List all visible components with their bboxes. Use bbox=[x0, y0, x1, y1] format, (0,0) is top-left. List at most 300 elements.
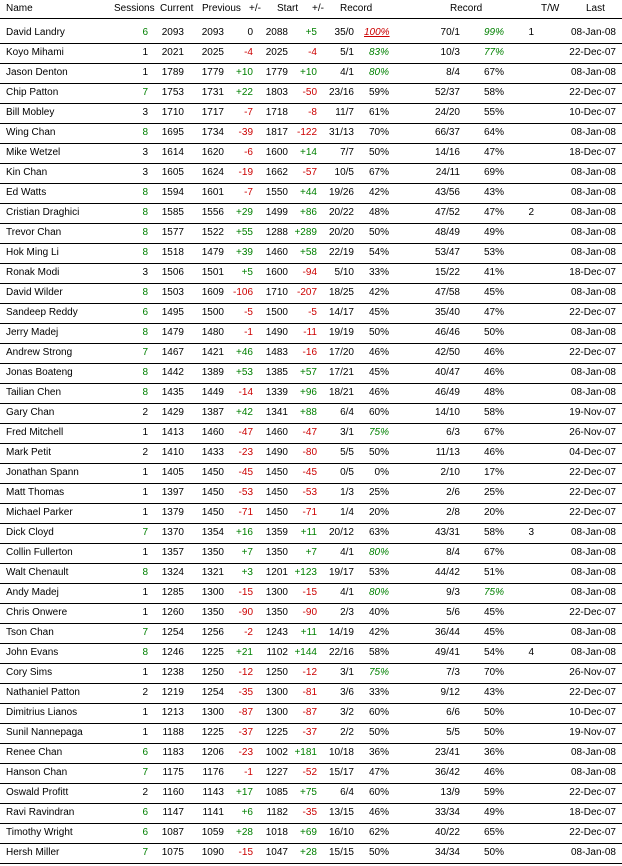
sessions-value: 6 bbox=[142, 307, 148, 318]
current-rating: 1506 bbox=[161, 267, 184, 278]
last-played-date: 19-Nov-07 bbox=[569, 727, 616, 738]
recent-win-pct: 50% bbox=[368, 227, 389, 238]
start-rating: 1225 bbox=[265, 727, 288, 738]
recent-win-pct: 40% bbox=[368, 607, 389, 618]
table-row bbox=[0, 543, 622, 564]
recent-record: 5/5 bbox=[340, 447, 354, 458]
recent-record: 3/2 bbox=[340, 707, 354, 718]
sessions-value: 1 bbox=[142, 427, 148, 438]
start-rating: 1385 bbox=[265, 367, 288, 378]
player-name: Wing Chan bbox=[6, 127, 56, 138]
player-name: Kin Chan bbox=[6, 167, 48, 178]
total-record: 8/4 bbox=[446, 547, 460, 558]
total-record: 43/31 bbox=[434, 527, 460, 538]
total-record: 24/11 bbox=[435, 167, 460, 178]
recent-record: 4/1 bbox=[340, 587, 354, 598]
change-from-previous: -53 bbox=[238, 487, 253, 498]
table-row bbox=[0, 503, 622, 524]
recent-record: 19/17 bbox=[328, 567, 354, 578]
start-rating: 2025 bbox=[265, 47, 288, 58]
change-from-start: -80 bbox=[302, 447, 317, 458]
total-win-pct: 77% bbox=[483, 47, 504, 58]
header-record-total: Record bbox=[450, 3, 483, 14]
change-from-start: -53 bbox=[302, 487, 317, 498]
player-name: Chris Onwere bbox=[6, 607, 68, 618]
total-win-pct: 75% bbox=[483, 587, 504, 598]
previous-rating: 1624 bbox=[201, 167, 224, 178]
last-played-date: 08-Jan-08 bbox=[570, 207, 616, 218]
player-name: Sunil Nannepaga bbox=[6, 727, 83, 738]
player-name: Chip Patton bbox=[6, 87, 59, 98]
last-played-date: 08-Jan-08 bbox=[570, 567, 616, 578]
recent-win-pct: 62% bbox=[368, 827, 389, 838]
recent-record: 14/19 bbox=[328, 627, 354, 638]
total-record: 14/16 bbox=[434, 147, 460, 158]
last-played-date: 08-Jan-08 bbox=[570, 367, 616, 378]
change-from-previous: -2 bbox=[244, 627, 253, 638]
previous-rating: 1501 bbox=[201, 267, 224, 278]
current-rating: 1246 bbox=[161, 647, 184, 658]
recent-win-pct: 50% bbox=[368, 447, 389, 458]
change-from-previous: +42 bbox=[236, 407, 253, 418]
recent-win-pct: 60% bbox=[368, 407, 389, 418]
recent-record: 6/4 bbox=[340, 407, 354, 418]
start-rating: 1350 bbox=[265, 607, 288, 618]
recent-record: 3/1 bbox=[340, 427, 354, 438]
total-win-pct: 70% bbox=[483, 667, 504, 678]
change-from-start: -122 bbox=[296, 127, 317, 138]
table-row bbox=[0, 483, 622, 504]
total-win-pct: 17% bbox=[483, 467, 504, 478]
player-name: Walt Chenault bbox=[6, 567, 69, 578]
change-from-previous: +53 bbox=[236, 367, 253, 378]
total-record: 53/47 bbox=[434, 247, 460, 258]
previous-rating: 1350 bbox=[201, 607, 224, 618]
total-win-pct: 47% bbox=[483, 307, 504, 318]
total-record: 40/22 bbox=[434, 827, 460, 838]
current-rating: 1397 bbox=[161, 487, 184, 498]
last-played-date: 22-Dec-07 bbox=[569, 787, 616, 798]
table-row bbox=[0, 163, 622, 184]
table-row bbox=[0, 383, 622, 404]
total-win-pct: 54% bbox=[483, 647, 504, 658]
recent-win-pct: 61% bbox=[368, 107, 389, 118]
change-from-start: +28 bbox=[300, 847, 317, 858]
start-rating: 1300 bbox=[265, 707, 288, 718]
player-name: Ravi Ravindran bbox=[6, 807, 75, 818]
sessions-value: 3 bbox=[142, 167, 148, 178]
table-row bbox=[0, 843, 622, 864]
sessions-value: 1 bbox=[142, 547, 148, 558]
sessions-value: 3 bbox=[142, 107, 148, 118]
previous-rating: 1620 bbox=[201, 147, 224, 158]
table-row bbox=[0, 603, 622, 624]
recent-win-pct: 53% bbox=[368, 567, 389, 578]
previous-rating: 1176 bbox=[202, 767, 224, 778]
change-from-start: +10 bbox=[300, 67, 317, 78]
current-rating: 1324 bbox=[161, 567, 184, 578]
current-rating: 1410 bbox=[161, 447, 184, 458]
change-from-start: +123 bbox=[294, 567, 317, 578]
total-record: 52/37 bbox=[434, 87, 460, 98]
current-rating: 1695 bbox=[161, 127, 184, 138]
total-record: 48/49 bbox=[434, 227, 460, 238]
last-played-date: 22-Dec-07 bbox=[569, 827, 616, 838]
current-rating: 1577 bbox=[161, 227, 184, 238]
sessions-value: 7 bbox=[142, 767, 148, 778]
recent-win-pct: 0% bbox=[374, 467, 389, 478]
current-rating: 1479 bbox=[161, 327, 184, 338]
total-win-pct: 49% bbox=[483, 807, 504, 818]
total-win-pct: 50% bbox=[483, 847, 504, 858]
start-rating: 1250 bbox=[265, 667, 288, 678]
previous-rating: 1421 bbox=[201, 347, 224, 358]
start-rating: 1803 bbox=[265, 87, 288, 98]
table-row bbox=[0, 623, 622, 644]
total-win-pct: 45% bbox=[483, 627, 504, 638]
sessions-value: 3 bbox=[142, 267, 148, 278]
change-from-start: -52 bbox=[302, 767, 317, 778]
total-record: 43/56 bbox=[434, 187, 460, 198]
total-win-pct: 99% bbox=[483, 27, 504, 38]
total-win-pct: 50% bbox=[483, 707, 504, 718]
table-row bbox=[0, 823, 622, 844]
table-row bbox=[0, 363, 622, 384]
player-name: Oswald Profitt bbox=[6, 787, 69, 798]
last-played-date: 18-Dec-07 bbox=[569, 147, 616, 158]
last-played-date: 08-Jan-08 bbox=[570, 167, 616, 178]
change-from-previous: -7 bbox=[244, 187, 253, 198]
change-from-start: +289 bbox=[294, 227, 317, 238]
total-record: 40/47 bbox=[434, 367, 460, 378]
table-row bbox=[0, 743, 622, 764]
change-from-start: +11 bbox=[300, 527, 317, 538]
current-rating: 1160 bbox=[162, 787, 184, 798]
table-row bbox=[0, 343, 622, 364]
sessions-value: 6 bbox=[142, 27, 148, 38]
sessions-value: 7 bbox=[142, 87, 148, 98]
recent-record: 16/10 bbox=[328, 827, 354, 838]
last-played-date: 19-Nov-07 bbox=[569, 407, 616, 418]
change-from-start: +69 bbox=[300, 827, 317, 838]
previous-rating: 1354 bbox=[201, 527, 224, 538]
previous-rating: 1321 bbox=[201, 567, 224, 578]
change-from-previous: -7 bbox=[244, 107, 253, 118]
recent-record: 18/25 bbox=[328, 287, 354, 298]
table-row bbox=[0, 703, 622, 724]
last-played-date: 10-Dec-07 bbox=[569, 107, 616, 118]
table-row bbox=[0, 723, 622, 744]
change-from-start: -50 bbox=[302, 87, 317, 98]
player-name: John Evans bbox=[6, 647, 59, 658]
current-rating: 1429 bbox=[161, 407, 184, 418]
start-rating: 1359 bbox=[265, 527, 288, 538]
total-win-pct: 36% bbox=[483, 747, 504, 758]
total-record: 34/34 bbox=[434, 847, 460, 858]
player-name: Hersh Miller bbox=[6, 847, 60, 858]
current-rating: 2093 bbox=[161, 27, 184, 38]
last-played-date: 08-Jan-08 bbox=[570, 767, 616, 778]
last-played-date: 08-Jan-08 bbox=[570, 247, 616, 258]
total-record: 9/3 bbox=[446, 587, 460, 598]
total-win-pct: 65% bbox=[483, 827, 504, 838]
previous-rating: 1601 bbox=[201, 187, 224, 198]
recent-record: 17/20 bbox=[328, 347, 354, 358]
current-rating: 1518 bbox=[161, 247, 184, 258]
start-rating: 1499 bbox=[265, 207, 288, 218]
player-name: Andrew Strong bbox=[6, 347, 73, 358]
last-played-date: 08-Jan-08 bbox=[570, 287, 616, 298]
table-row bbox=[0, 63, 622, 84]
total-win-pct: 49% bbox=[483, 227, 504, 238]
change-from-previous: +7 bbox=[241, 547, 253, 558]
tw-value: 3 bbox=[528, 527, 534, 538]
sessions-value: 8 bbox=[142, 187, 148, 198]
sessions-value: 2 bbox=[142, 787, 148, 798]
sessions-value: 7 bbox=[142, 347, 148, 358]
total-win-pct: 41% bbox=[483, 267, 504, 278]
sessions-value: 7 bbox=[142, 847, 148, 858]
player-name: Mark Petit bbox=[6, 447, 52, 458]
recent-record: 1/3 bbox=[340, 487, 354, 498]
header-start: Start bbox=[277, 3, 299, 14]
player-name: Michael Parker bbox=[6, 507, 73, 518]
last-played-date: 08-Jan-08 bbox=[570, 27, 616, 38]
total-win-pct: 67% bbox=[483, 427, 504, 438]
start-rating: 1300 bbox=[265, 587, 288, 598]
start-rating: 1341 bbox=[265, 407, 288, 418]
recent-win-pct: 83% bbox=[368, 47, 389, 58]
recent-win-pct: 50% bbox=[368, 147, 389, 158]
header-previous: Previous bbox=[202, 3, 241, 14]
recent-record: 31/13 bbox=[328, 127, 354, 138]
recent-win-pct: 80% bbox=[368, 67, 389, 78]
header-sessions: Sessions bbox=[114, 3, 155, 14]
recent-record: 10/5 bbox=[334, 167, 354, 178]
change-from-previous: +6 bbox=[241, 807, 253, 818]
table-row bbox=[0, 523, 622, 544]
player-name: Fred Mitchell bbox=[6, 427, 64, 438]
recent-record: 0/5 bbox=[340, 467, 354, 478]
recent-record: 13/15 bbox=[328, 807, 354, 818]
sessions-value: 6 bbox=[142, 807, 148, 818]
sessions-value: 7 bbox=[142, 627, 148, 638]
last-played-date: 22-Dec-07 bbox=[569, 467, 616, 478]
player-name: Tson Chan bbox=[6, 627, 54, 638]
change-from-start: -35 bbox=[302, 807, 317, 818]
start-rating: 1710 bbox=[265, 287, 288, 298]
previous-rating: 1300 bbox=[201, 707, 224, 718]
start-rating: 1490 bbox=[265, 327, 288, 338]
change-from-previous: -90 bbox=[238, 607, 253, 618]
previous-rating: 1250 bbox=[201, 667, 224, 678]
change-from-start: -15 bbox=[302, 587, 317, 598]
current-rating: 1467 bbox=[161, 347, 184, 358]
change-from-previous: -15 bbox=[238, 847, 253, 858]
current-rating: 2021 bbox=[161, 47, 184, 58]
total-win-pct: 48% bbox=[483, 387, 504, 398]
player-name: Koyo Mihami bbox=[6, 47, 64, 58]
table-row bbox=[0, 143, 622, 164]
player-name: Jerry Madej bbox=[6, 327, 59, 338]
table-row bbox=[0, 423, 622, 444]
start-rating: 1243 bbox=[265, 627, 288, 638]
sessions-value: 8 bbox=[142, 207, 148, 218]
total-record: 46/46 bbox=[434, 327, 460, 338]
recent-record: 15/17 bbox=[328, 767, 354, 778]
sessions-value: 3 bbox=[142, 147, 148, 158]
recent-win-pct: 36% bbox=[368, 747, 389, 758]
change-from-start: -12 bbox=[302, 667, 317, 678]
previous-rating: 1449 bbox=[201, 387, 224, 398]
change-from-previous: -19 bbox=[238, 167, 253, 178]
player-name: Nathaniel Patton bbox=[6, 687, 80, 698]
change-from-previous: +55 bbox=[236, 227, 253, 238]
sessions-value: 2 bbox=[142, 447, 148, 458]
last-played-date: 08-Jan-08 bbox=[570, 527, 616, 538]
change-from-previous: +5 bbox=[241, 267, 253, 278]
change-from-previous: -6 bbox=[244, 147, 253, 158]
change-from-previous: -47 bbox=[238, 427, 253, 438]
recent-win-pct: 46% bbox=[368, 807, 389, 818]
sessions-value: 2 bbox=[142, 687, 148, 698]
recent-win-pct: 50% bbox=[368, 327, 389, 338]
current-rating: 1075 bbox=[161, 847, 184, 858]
total-record: 13/9 bbox=[440, 787, 460, 798]
table-row bbox=[0, 303, 622, 324]
change-from-previous: +16 bbox=[236, 527, 253, 538]
change-from-previous: +46 bbox=[236, 347, 253, 358]
change-from-previous: -39 bbox=[238, 127, 253, 138]
total-record: 6/6 bbox=[446, 707, 460, 718]
recent-record: 23/16 bbox=[328, 87, 354, 98]
table-row bbox=[0, 763, 622, 784]
total-win-pct: 46% bbox=[483, 447, 504, 458]
last-played-date: 22-Dec-07 bbox=[569, 507, 616, 518]
recent-win-pct: 20% bbox=[368, 507, 389, 518]
player-name: David Wilder bbox=[6, 287, 63, 298]
change-from-previous: +39 bbox=[236, 247, 253, 258]
total-record: 46/49 bbox=[434, 387, 460, 398]
total-win-pct: 51% bbox=[483, 567, 504, 578]
table-row bbox=[0, 203, 622, 224]
total-record: 5/6 bbox=[446, 607, 460, 618]
player-name: Jason Denton bbox=[6, 67, 68, 78]
recent-record: 10/18 bbox=[328, 747, 354, 758]
player-name: Timothy Wright bbox=[6, 827, 73, 838]
header-name: Name bbox=[6, 3, 33, 14]
previous-rating: 1090 bbox=[201, 847, 224, 858]
sessions-value: 1 bbox=[142, 707, 148, 718]
player-name: Dimitrius Lianos bbox=[6, 707, 78, 718]
total-win-pct: 25% bbox=[483, 487, 504, 498]
sessions-value: 8 bbox=[142, 287, 148, 298]
recent-win-pct: 46% bbox=[368, 387, 389, 398]
change-from-start: +44 bbox=[300, 187, 317, 198]
current-rating: 1219 bbox=[161, 687, 184, 698]
change-from-start: +75 bbox=[300, 787, 317, 798]
total-record: 2/8 bbox=[446, 507, 460, 518]
recent-record: 20/20 bbox=[328, 227, 354, 238]
change-from-start: -16 bbox=[302, 347, 317, 358]
change-from-start: -207 bbox=[296, 287, 317, 298]
change-from-start: -8 bbox=[308, 107, 317, 118]
total-win-pct: 58% bbox=[483, 407, 504, 418]
start-rating: 1450 bbox=[265, 507, 288, 518]
total-win-pct: 59% bbox=[483, 787, 504, 798]
change-from-previous: +17 bbox=[236, 787, 253, 798]
change-from-previous: -1 bbox=[244, 327, 253, 338]
last-played-date: 22-Dec-07 bbox=[569, 47, 616, 58]
total-win-pct: 46% bbox=[483, 347, 504, 358]
change-from-start: -71 bbox=[302, 507, 317, 518]
sessions-value: 1 bbox=[142, 727, 148, 738]
sessions-value: 8 bbox=[142, 227, 148, 238]
recent-win-pct: 33% bbox=[368, 267, 389, 278]
last-played-date: 22-Dec-07 bbox=[569, 607, 616, 618]
change-from-start: -47 bbox=[302, 427, 317, 438]
previous-rating: 1460 bbox=[201, 427, 224, 438]
change-from-start: +181 bbox=[294, 747, 317, 758]
current-rating: 1087 bbox=[161, 827, 184, 838]
sessions-value: 8 bbox=[142, 327, 148, 338]
total-record: 33/34 bbox=[434, 807, 460, 818]
start-rating: 1600 bbox=[265, 147, 288, 158]
previous-rating: 1225 bbox=[201, 647, 224, 658]
previous-rating: 1556 bbox=[201, 207, 224, 218]
player-name: Ronak Modi bbox=[6, 267, 60, 278]
current-rating: 1495 bbox=[161, 307, 184, 318]
player-name: Cory Sims bbox=[6, 667, 53, 678]
player-name: Trevor Chan bbox=[6, 227, 62, 238]
recent-win-pct: 50% bbox=[368, 847, 389, 858]
start-rating: 1085 bbox=[265, 787, 288, 798]
current-rating: 1175 bbox=[162, 767, 184, 778]
last-played-date: 22-Dec-07 bbox=[569, 347, 616, 358]
start-rating: 1600 bbox=[265, 267, 288, 278]
change-from-start: +5 bbox=[305, 27, 317, 38]
table-row bbox=[0, 683, 622, 704]
total-record: 10/3 bbox=[440, 47, 460, 58]
last-played-date: 26-Nov-07 bbox=[569, 427, 616, 438]
recent-record: 6/4 bbox=[340, 787, 354, 798]
total-win-pct: 67% bbox=[483, 67, 504, 78]
previous-rating: 2025 bbox=[201, 47, 224, 58]
change-from-previous: +22 bbox=[236, 87, 253, 98]
recent-record: 17/21 bbox=[328, 367, 354, 378]
table-row bbox=[0, 123, 622, 144]
current-rating: 1147 bbox=[162, 807, 184, 818]
sessions-value: 1 bbox=[142, 47, 148, 58]
sessions-value: 1 bbox=[142, 607, 148, 618]
previous-rating: 1480 bbox=[201, 327, 224, 338]
change-from-previous: -37 bbox=[238, 727, 253, 738]
recent-record: 4/1 bbox=[340, 67, 354, 78]
change-from-previous: -23 bbox=[238, 747, 253, 758]
previous-rating: 1450 bbox=[201, 467, 224, 478]
change-from-start: +144 bbox=[294, 647, 317, 658]
change-from-start: +96 bbox=[300, 387, 317, 398]
change-from-start: -57 bbox=[302, 167, 317, 178]
current-rating: 1379 bbox=[161, 507, 184, 518]
previous-rating: 1522 bbox=[201, 227, 224, 238]
recent-record: 19/19 bbox=[328, 327, 354, 338]
change-from-previous: -1 bbox=[244, 767, 253, 778]
previous-rating: 2093 bbox=[201, 27, 224, 38]
total-win-pct: 58% bbox=[483, 527, 504, 538]
recent-record: 22/19 bbox=[328, 247, 354, 258]
header-tw: T/W bbox=[541, 3, 560, 14]
